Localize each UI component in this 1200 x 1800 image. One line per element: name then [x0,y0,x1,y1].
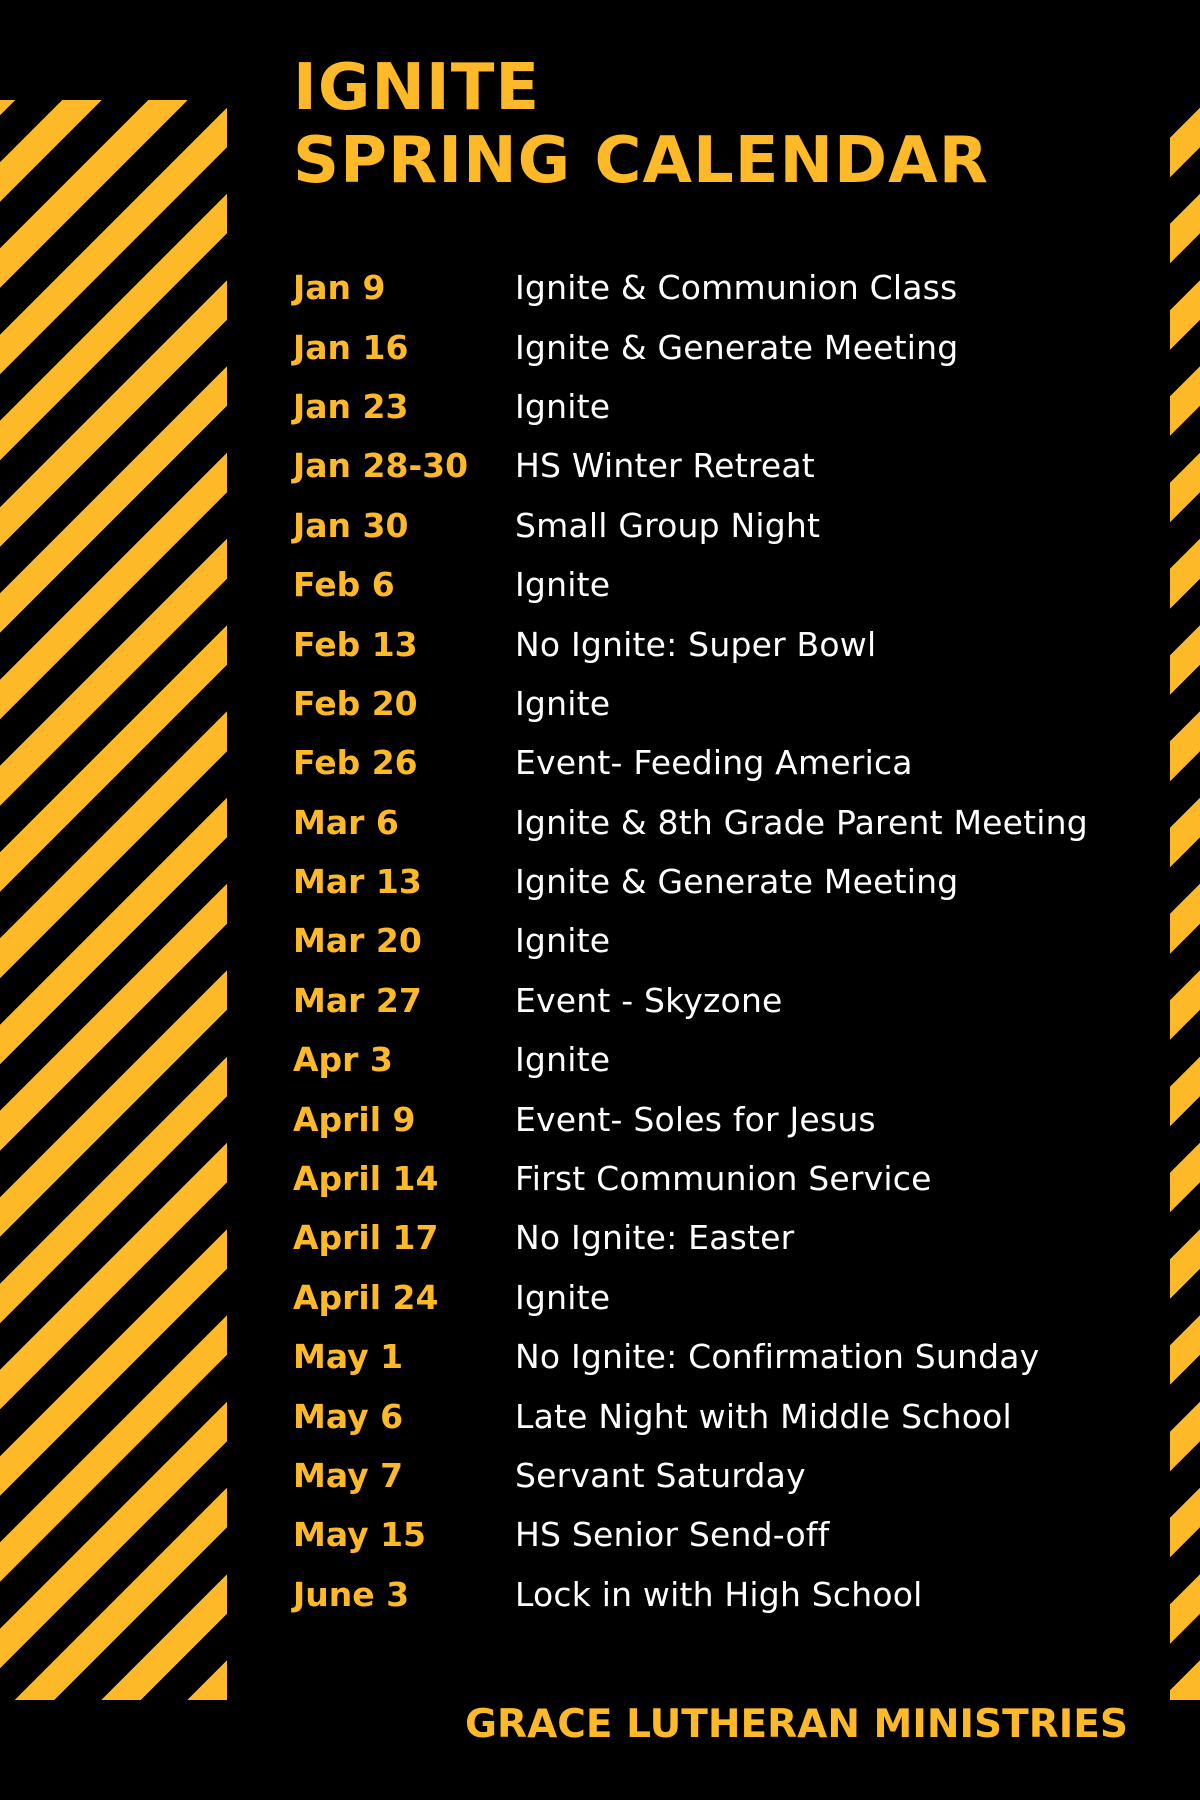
event-name: Ignite [515,683,611,723]
event-name: Servant Saturday [515,1456,806,1495]
event-name: Ignite & Communion Class [515,268,958,308]
event-name: Event- Feeding America [515,743,913,783]
event-date: Apr 3 [293,1040,393,1080]
event-name: Ignite [515,1040,611,1080]
event-name: Ignite [515,386,611,426]
event-row [293,1327,1153,1386]
event-row [293,1030,1153,1089]
event-name: Late Night with Middle School [515,1396,1012,1436]
event-name: No Ignite: Easter [515,1218,795,1258]
title-line-1: IGNITE [293,51,541,125]
event-list [293,258,1153,1624]
event-name: HS Winter Retreat [515,446,815,486]
event-name: Ignite & Generate Meeting [515,327,959,367]
event-row [293,1149,1153,1208]
event-date: April 9 [293,1099,416,1139]
event-date: May 15 [293,1515,427,1555]
event-name: No Ignite: Super Bowl [515,624,877,664]
event-row [293,1208,1153,1267]
event-row [293,674,1153,733]
event-date: Mar 20 [293,921,422,961]
event-name: Small Group Night [515,505,821,545]
right-hazard-stripes [1170,100,1200,1700]
event-name: First Communion Service [515,1159,932,1199]
event-date: Jan 28-30 [293,446,469,486]
event-date: May 7 [293,1456,404,1495]
event-row [293,1089,1153,1148]
event-name: No Ignite: Confirmation Sunday [515,1337,1040,1377]
event-date: Feb 20 [293,683,418,723]
event-date: Mar 6 [293,802,399,842]
event-date: April 17 [293,1218,439,1258]
event-date: Feb 6 [293,565,395,605]
event-row [293,1505,1153,1564]
footer-ministry-name: GRACE LUTHERAN MINISTRIES [465,1702,1128,1747]
event-date: Feb 13 [293,624,418,664]
event-date: Jan 16 [293,327,409,367]
event-name: Ignite [515,565,611,605]
event-row [293,555,1153,614]
event-date: Mar 13 [293,862,422,902]
event-row [293,852,1153,911]
event-name: HS Senior Send-off [515,1515,830,1555]
event-date: June 3 [293,1574,410,1614]
left-hazard-stripes [0,100,227,1700]
event-name: Ignite & Generate Meeting [515,862,959,902]
event-row [293,733,1153,792]
event-row [293,911,1153,970]
event-date: Jan 9 [293,268,386,308]
event-row [293,317,1153,376]
title-line-2: SPRING CALENDAR [293,124,989,198]
event-date: Mar 27 [293,980,422,1020]
event-date: Jan 23 [293,386,409,426]
event-row [293,1446,1153,1505]
event-date: April 14 [293,1159,439,1199]
poster-title [293,52,989,198]
event-row [293,436,1153,495]
event-date: Jan 30 [293,505,409,545]
event-name: Event- Soles for Jesus [515,1099,876,1139]
event-row [293,258,1153,317]
event-row [293,1386,1153,1445]
event-row [293,614,1153,673]
event-name: Ignite [515,1277,611,1317]
event-name: Event - Skyzone [515,980,783,1020]
event-date: Feb 26 [293,743,418,783]
event-date: April 24 [293,1277,439,1317]
event-name: Lock in with High School [515,1574,923,1614]
event-name: Ignite & 8th Grade Parent Meeting [515,802,1088,842]
event-row [293,971,1153,1030]
event-date: May 1 [293,1337,404,1377]
event-row [293,1268,1153,1327]
event-date: May 6 [293,1396,404,1436]
event-row [293,793,1153,852]
event-row [293,1565,1153,1624]
event-row [293,377,1153,436]
event-row [293,496,1153,555]
event-name: Ignite [515,921,611,961]
